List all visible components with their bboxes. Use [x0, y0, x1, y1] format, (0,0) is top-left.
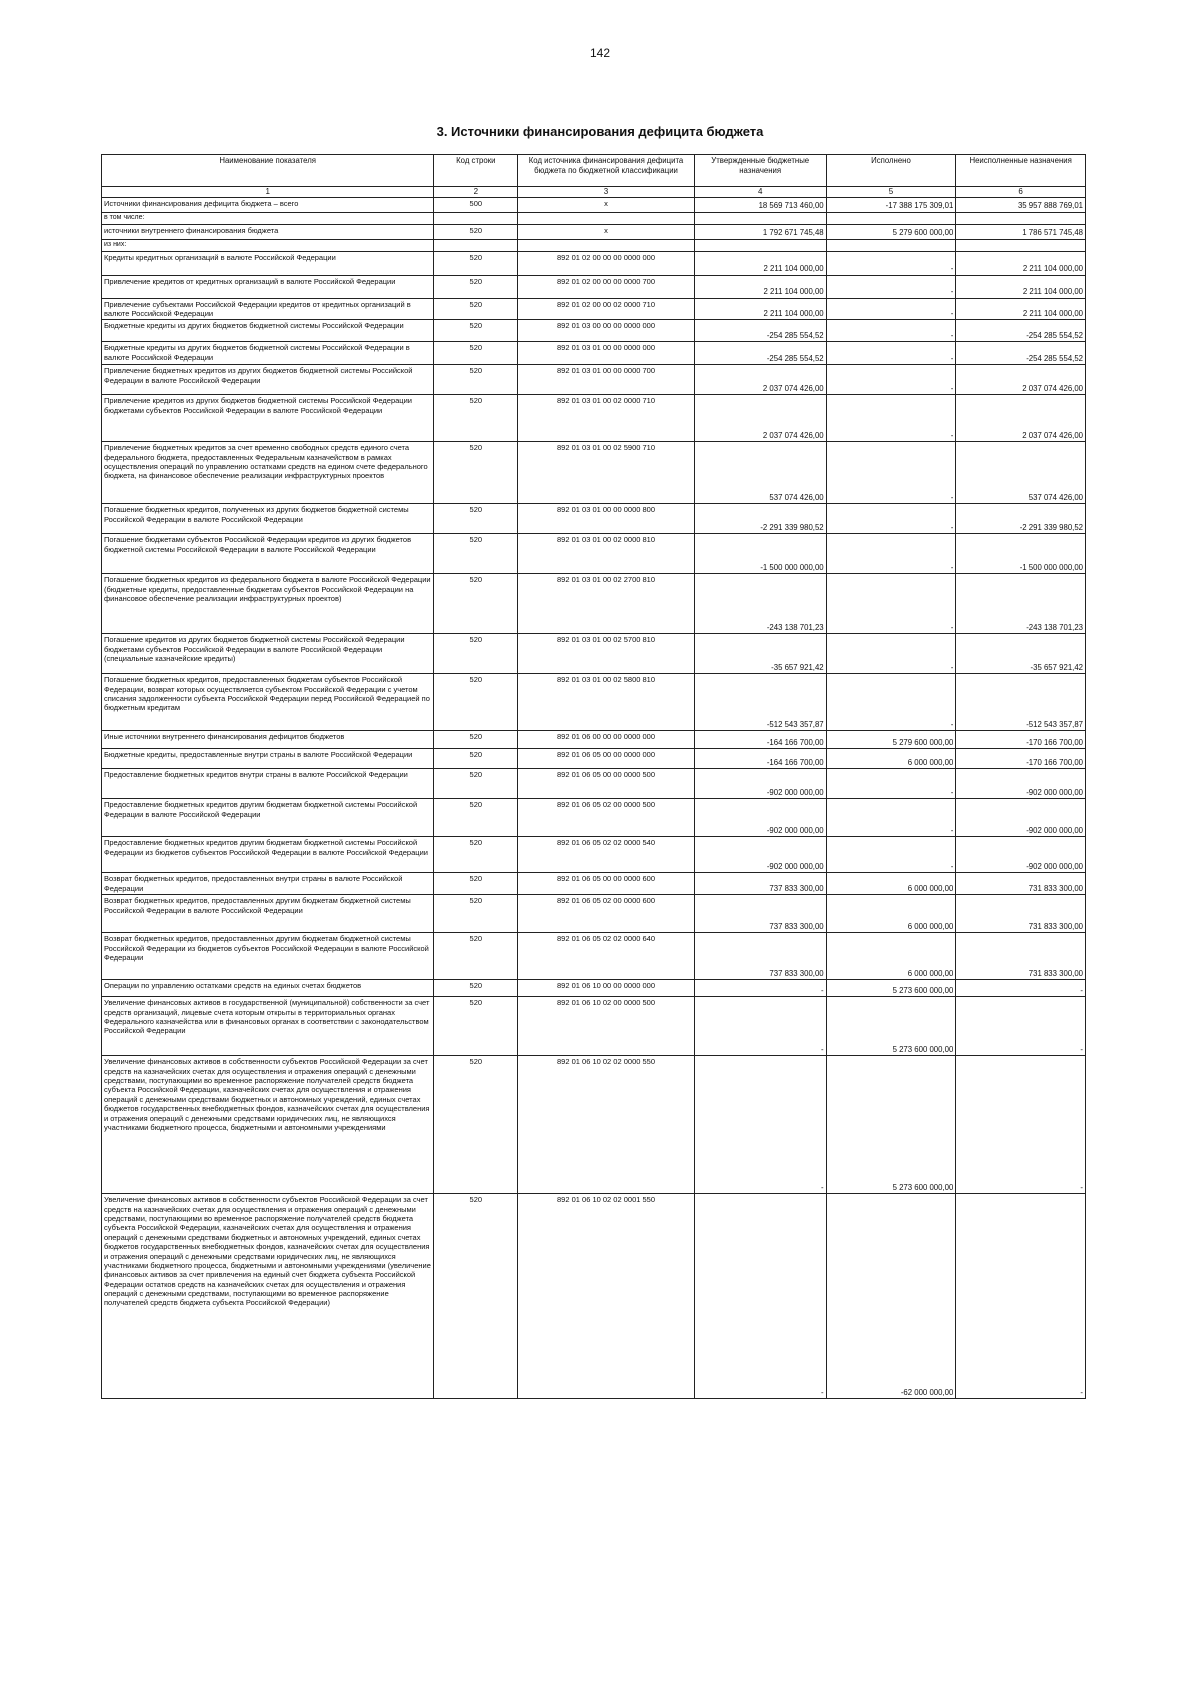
row-line-code: 520 — [434, 769, 518, 799]
table-row — [102, 1194, 1086, 1399]
row-source-code: 892 01 03 01 00 00 0000 000 — [518, 342, 695, 365]
row-name: Привлечение кредитов из других бюджетов бюджетной системы Российской Федерации бюджетами субъектов Российской Федерации в валюте Российской Федерации — [102, 395, 434, 442]
row-unexecuted: - — [956, 1194, 1086, 1399]
row-approved: 2 211 104 000,00 — [694, 275, 826, 298]
row-unexecuted: -254 285 554,52 — [956, 342, 1086, 365]
row-name: Погашение бюджетных кредитов из федерального бюджета в валюте Российской Федерации (бюджетные кредиты, предоставленные бюджетам субъектов Российской Федерации на финансовое обеспечение реализации инфраструктурных проектов) — [102, 574, 434, 634]
row-approved: 2 211 104 000,00 — [694, 298, 826, 320]
table-row — [102, 895, 1086, 933]
row-unexecuted: 2 211 104 000,00 — [956, 275, 1086, 298]
row-unexecuted: -1 500 000 000,00 — [956, 534, 1086, 574]
row-unexecuted: -902 000 000,00 — [956, 837, 1086, 873]
row-name: Предоставление бюджетных кредитов внутри страны в валюте Российской Федерации — [102, 769, 434, 799]
row-unexecuted: - — [956, 1056, 1086, 1194]
row-unexecuted: 731 833 300,00 — [956, 933, 1086, 980]
row-approved: - — [694, 980, 826, 997]
row-unexecuted: 2 037 074 426,00 — [956, 365, 1086, 395]
row-approved: -902 000 000,00 — [694, 769, 826, 799]
row-name: Погашение бюджетных кредитов, предоставленных бюджетам субъектов Российской Федерации, возврат которых осуществляется субъектом Российской Федерации с учетом списания задолженности субъекта Российской Федерации перед Российской Федерацией по бюджетным кредитам — [102, 674, 434, 731]
table-row — [102, 534, 1086, 574]
row-line-code: 500 — [434, 198, 518, 213]
row-source-code: 892 01 06 10 02 02 0001 550 — [518, 1194, 695, 1399]
row-unexecuted: 537 074 426,00 — [956, 442, 1086, 504]
header-row — [102, 155, 1086, 187]
row-unexecuted: -254 285 554,52 — [956, 320, 1086, 342]
row-line-code: 520 — [434, 634, 518, 674]
row-approved: 737 833 300,00 — [694, 933, 826, 980]
header-executed: Исполнено — [826, 155, 956, 187]
row-approved: 2 037 074 426,00 — [694, 395, 826, 442]
row-name: из них: — [102, 239, 434, 251]
row-executed: 6 000 000,00 — [826, 873, 956, 895]
row-name: Привлечение субъектами Российской Федерации кредитов от кредитных организаций в валюте Российской Федерации — [102, 298, 434, 320]
row-unexecuted: -35 657 921,42 — [956, 634, 1086, 674]
row-unexecuted — [956, 213, 1086, 225]
row-executed: - — [826, 837, 956, 873]
row-approved: 2 211 104 000,00 — [694, 251, 826, 275]
row-source-code: 892 01 06 05 00 00 0000 600 — [518, 873, 695, 895]
row-line-code: 520 — [434, 731, 518, 749]
row-line-code: 520 — [434, 799, 518, 837]
row-line-code: 520 — [434, 749, 518, 769]
row-name: Операции по управлению остатками средств на единых счетах бюджетов — [102, 980, 434, 997]
row-name: Увеличение финансовых активов в государственной (муниципальной) собственности за счет средств организаций, лицевые счета которым открыты в территориальных органах Федерального казначейства или в финансовых органах в соответствии с законодательством Российской Федерации — [102, 997, 434, 1056]
row-approved: 2 037 074 426,00 — [694, 365, 826, 395]
row-name: Иные источники внутреннего финансирования дефицитов бюджетов — [102, 731, 434, 749]
row-executed: - — [826, 574, 956, 634]
row-executed: - — [826, 504, 956, 534]
page-number: 142 — [589, 46, 611, 60]
table-row — [102, 634, 1086, 674]
row-unexecuted: 731 833 300,00 — [956, 895, 1086, 933]
page-title: 3. Источники финансирования дефицита бюджета — [436, 124, 764, 139]
column-number-row — [102, 187, 1086, 198]
row-line-code: 520 — [434, 395, 518, 442]
row-name: Возврат бюджетных кредитов, предоставленных внутри страны в валюте Российской Федерации — [102, 873, 434, 895]
header-line-code: Код строки — [434, 155, 518, 187]
table-row — [102, 980, 1086, 997]
row-name: Предоставление бюджетных кредитов другим бюджетам бюджетной системы Российской Федерации в валюте Российской Федерации — [102, 799, 434, 837]
row-source-code: 892 01 03 01 00 02 5900 710 — [518, 442, 695, 504]
row-source-code: 892 01 03 01 00 00 0000 700 — [518, 365, 695, 395]
table-row — [102, 933, 1086, 980]
row-line-code: 520 — [434, 442, 518, 504]
row-name: Кредиты кредитных организаций в валюте Российской Федерации — [102, 251, 434, 275]
column-number: 2 — [434, 187, 518, 198]
row-name: Бюджетные кредиты из других бюджетов бюджетной системы Российской Федерации — [102, 320, 434, 342]
row-line-code: 520 — [434, 997, 518, 1056]
row-executed: - — [826, 674, 956, 731]
row-executed: - — [826, 534, 956, 574]
row-executed: 6 000 000,00 — [826, 895, 956, 933]
row-unexecuted: -170 166 700,00 — [956, 731, 1086, 749]
row-approved: -2 291 339 980,52 — [694, 504, 826, 534]
row-source-code: 892 01 02 00 00 02 0000 710 — [518, 298, 695, 320]
row-line-code: 520 — [434, 1056, 518, 1194]
table-row — [102, 342, 1086, 365]
column-number: 1 — [102, 187, 434, 198]
table-row — [102, 504, 1086, 534]
table-row — [102, 198, 1086, 213]
row-name: Предоставление бюджетных кредитов другим бюджетам бюджетной системы Российской Федерации из бюджетов субъектов Российской Федерации в валюте Российской Федерации — [102, 837, 434, 873]
row-executed: - — [826, 799, 956, 837]
row-unexecuted: 2 211 104 000,00 — [956, 251, 1086, 275]
row-approved: -164 166 700,00 — [694, 749, 826, 769]
row-executed: 5 273 600 000,00 — [826, 997, 956, 1056]
row-approved — [694, 239, 826, 251]
row-approved: -243 138 701,23 — [694, 574, 826, 634]
row-approved: -164 166 700,00 — [694, 731, 826, 749]
row-unexecuted: -2 291 339 980,52 — [956, 504, 1086, 534]
row-name: Погашение бюджетных кредитов, полученных из других бюджетов бюджетной системы Российской Федерации в валюте Российской Федерации — [102, 504, 434, 534]
row-executed: - — [826, 342, 956, 365]
table-row — [102, 873, 1086, 895]
row-approved: 537 074 426,00 — [694, 442, 826, 504]
row-executed — [826, 213, 956, 225]
row-source-code: 892 01 03 01 00 02 0000 710 — [518, 395, 695, 442]
row-name: Возврат бюджетных кредитов, предоставленных другим бюджетам бюджетной системы Российской Федерации из бюджетов субъектов Российской Федерации в валюте Российской Федерации — [102, 933, 434, 980]
row-line-code: 520 — [434, 504, 518, 534]
row-line-code: 520 — [434, 873, 518, 895]
row-name: Возврат бюджетных кредитов, предоставленных другим бюджетам бюджетной системы Российской Федерации в валюте Российской Федерации — [102, 895, 434, 933]
table-row — [102, 275, 1086, 298]
row-executed: - — [826, 251, 956, 275]
row-name: Погашение кредитов из других бюджетов бюджетной системы Российской Федерации бюджетами субъектов Российской Федерации в валюте Российской Федерации (специальные казначейские кредиты) — [102, 634, 434, 674]
row-line-code: 520 — [434, 275, 518, 298]
row-approved: - — [694, 1056, 826, 1194]
row-name: Увеличение финансовых активов в собственности субъектов Российской Федерации за счет средств на казначейских счетах для осуществления и отражения операций с денежными средствами, поступающими во временное распоряжение получателей средств бюджета субъекта Российской Федерации, казначейских счетах для осуществления и отражения операций с денежными средствами бюджетных и автономных учреждений, единых счетах бюджетов государственных внебюджетных фондов, казначейских счетах для осуществления и отражения операций с денежными средствами юридических лиц, не являющихся участниками бюджетного процесса, бюджетными и автономными учреждениями — [102, 1056, 434, 1194]
table-row — [102, 769, 1086, 799]
row-approved: 1 792 671 745,48 — [694, 224, 826, 239]
table-row — [102, 298, 1086, 320]
row-executed: 5 279 600 000,00 — [826, 731, 956, 749]
row-source-code — [518, 239, 695, 251]
table-row — [102, 837, 1086, 873]
row-line-code: 520 — [434, 251, 518, 275]
row-executed: 5 279 600 000,00 — [826, 224, 956, 239]
row-approved: -902 000 000,00 — [694, 799, 826, 837]
row-source-code: x — [518, 224, 695, 239]
row-line-code: 520 — [434, 895, 518, 933]
row-executed: - — [826, 320, 956, 342]
table-row — [102, 442, 1086, 504]
row-executed: - — [826, 442, 956, 504]
row-executed: - — [826, 275, 956, 298]
row-unexecuted: -170 166 700,00 — [956, 749, 1086, 769]
column-number: 5 — [826, 187, 956, 198]
row-source-code: 892 01 06 05 02 02 0000 640 — [518, 933, 695, 980]
row-line-code: 520 — [434, 837, 518, 873]
row-name: Увеличение финансовых активов в собственности субъектов Российской Федерации за счет средств на казначейских счетах для осуществления и отражения операций с денежными средствами, поступающими во временное распоряжение получателей средств бюджета субъекта Российской Федерации, казначейских счетах для осуществления и отражения операций с денежными средствами бюджетных и автономных учреждений, единых счетах бюджетов государственных внебюджетных фондов, казначейских счетах для осуществления и отражения операций с денежными средствами юридических лиц, не являющихся участниками бюджетного процесса, бюджетными и автономными учреждениями (увеличение финансовых активов за счет привлечения на единый счет бюджета субъекта Российской Федерации остатков средств на казначейских счетах для осуществления и отражения операций с денежными средствами, поступающими во временное распоряжение получателей средств бюджета субъекта Российской Федерации) — [102, 1194, 434, 1399]
table-row — [102, 365, 1086, 395]
row-source-code: 892 01 06 10 02 00 0000 500 — [518, 997, 695, 1056]
column-number: 6 — [956, 187, 1086, 198]
row-unexecuted: -512 543 357,87 — [956, 674, 1086, 731]
row-name: Погашение бюджетами субъектов Российской Федерации кредитов из других бюджетов бюджетной системы Российской Федерации в валюте Российской Федерации — [102, 534, 434, 574]
row-line-code: 520 — [434, 365, 518, 395]
column-number: 3 — [518, 187, 695, 198]
table-row — [102, 997, 1086, 1056]
row-source-code: 892 01 03 01 00 02 5800 810 — [518, 674, 695, 731]
table-row — [102, 239, 1086, 251]
row-source-code: 892 01 02 00 00 00 0000 000 — [518, 251, 695, 275]
row-source-code: 892 01 06 05 02 00 0000 500 — [518, 799, 695, 837]
row-approved: -902 000 000,00 — [694, 837, 826, 873]
row-source-code: 892 01 03 00 00 00 0000 000 — [518, 320, 695, 342]
row-line-code: 520 — [434, 674, 518, 731]
table-row — [102, 320, 1086, 342]
row-source-code: 892 01 06 10 00 00 0000 000 — [518, 980, 695, 997]
row-executed: - — [826, 298, 956, 320]
row-approved — [694, 213, 826, 225]
header-unexecuted: Неисполненные назначения — [956, 155, 1086, 187]
row-unexecuted: 2 037 074 426,00 — [956, 395, 1086, 442]
row-source-code: 892 01 03 01 00 00 0000 800 — [518, 504, 695, 534]
row-approved: -512 543 357,87 — [694, 674, 826, 731]
table-row — [102, 749, 1086, 769]
row-line-code — [434, 213, 518, 225]
row-source-code: 892 01 03 01 00 02 5700 810 — [518, 634, 695, 674]
row-unexecuted — [956, 239, 1086, 251]
row-source-code: 892 01 06 05 02 02 0000 540 — [518, 837, 695, 873]
row-executed: 5 273 600 000,00 — [826, 1056, 956, 1194]
row-executed: - — [826, 395, 956, 442]
row-approved: -1 500 000 000,00 — [694, 534, 826, 574]
row-executed: -62 000 000,00 — [826, 1194, 956, 1399]
row-unexecuted: - — [956, 980, 1086, 997]
table-row — [102, 574, 1086, 634]
table-row — [102, 395, 1086, 442]
row-approved: -254 285 554,52 — [694, 342, 826, 365]
table-row — [102, 674, 1086, 731]
header-name: Наименование показателя — [102, 155, 434, 187]
row-unexecuted: 1 786 571 745,48 — [956, 224, 1086, 239]
row-name: Источники финансирования дефицита бюджета – всего — [102, 198, 434, 213]
row-line-code — [434, 239, 518, 251]
row-unexecuted: -902 000 000,00 — [956, 799, 1086, 837]
row-approved: 737 833 300,00 — [694, 873, 826, 895]
row-line-code: 520 — [434, 980, 518, 997]
row-source-code: 892 01 06 00 00 00 0000 000 — [518, 731, 695, 749]
row-line-code: 520 — [434, 298, 518, 320]
row-source-code: 892 01 02 00 00 00 0000 700 — [518, 275, 695, 298]
row-name: Привлечение бюджетных кредитов из других бюджетов бюджетной системы Российской Федерации в валюте Российской Федерации — [102, 365, 434, 395]
row-executed: - — [826, 634, 956, 674]
row-source-code — [518, 213, 695, 225]
table-row — [102, 731, 1086, 749]
header-source-code: Код источника финансирования дефицита бюджета по бюджетной классификации — [518, 155, 695, 187]
row-unexecuted: 2 211 104 000,00 — [956, 298, 1086, 320]
row-approved: 18 569 713 460,00 — [694, 198, 826, 213]
row-name: Бюджетные кредиты, предоставленные внутри страны в валюте Российской Федерации — [102, 749, 434, 769]
row-name: Бюджетные кредиты из других бюджетов бюджетной системы Российской Федерации в валюте Российской Федерации — [102, 342, 434, 365]
row-line-code: 520 — [434, 534, 518, 574]
row-source-code: 892 01 03 01 00 02 0000 810 — [518, 534, 695, 574]
row-name: Привлечение бюджетных кредитов за счет временно свободных средств единого счета федерального бюджета, предоставленных Федеральным казначейством в рамках осуществления операций по управлению остатками средств на едином счете федерального бюджета, на финансовое обеспечение реализации инфраструктурных проектов — [102, 442, 434, 504]
row-executed: -17 388 175 309,01 — [826, 198, 956, 213]
row-executed: 5 273 600 000,00 — [826, 980, 956, 997]
row-unexecuted: 731 833 300,00 — [956, 873, 1086, 895]
table-row — [102, 1056, 1086, 1194]
row-source-code: 892 01 06 05 00 00 0000 500 — [518, 769, 695, 799]
row-approved: - — [694, 997, 826, 1056]
table-row — [102, 251, 1086, 275]
table-row — [102, 799, 1086, 837]
row-line-code: 520 — [434, 224, 518, 239]
row-executed: 6 000 000,00 — [826, 933, 956, 980]
row-source-code: 892 01 06 05 00 00 0000 000 — [518, 749, 695, 769]
row-name: источники внутреннего финансирования бюджета — [102, 224, 434, 239]
row-source-code: 892 01 06 10 02 02 0000 550 — [518, 1056, 695, 1194]
row-approved: 737 833 300,00 — [694, 895, 826, 933]
table-row — [102, 224, 1086, 239]
row-name: Привлечение кредитов от кредитных организаций в валюте Российской Федерации — [102, 275, 434, 298]
row-approved: - — [694, 1194, 826, 1399]
row-source-code: 892 01 06 05 02 00 0000 600 — [518, 895, 695, 933]
column-number: 4 — [694, 187, 826, 198]
row-approved: -254 285 554,52 — [694, 320, 826, 342]
row-unexecuted: 35 957 888 769,01 — [956, 198, 1086, 213]
row-executed: 6 000 000,00 — [826, 749, 956, 769]
row-line-code: 520 — [434, 1194, 518, 1399]
row-line-code: 520 — [434, 574, 518, 634]
row-approved: -35 657 921,42 — [694, 634, 826, 674]
header-approved: Утвержденные бюджетные назначения — [694, 155, 826, 187]
row-executed: - — [826, 365, 956, 395]
row-unexecuted: -243 138 701,23 — [956, 574, 1086, 634]
row-executed — [826, 239, 956, 251]
row-source-code: x — [518, 198, 695, 213]
row-line-code: 520 — [434, 933, 518, 980]
row-unexecuted: - — [956, 997, 1086, 1056]
row-line-code: 520 — [434, 320, 518, 342]
table-row — [102, 213, 1086, 225]
financing-sources-table — [101, 154, 1086, 1399]
row-unexecuted: -902 000 000,00 — [956, 769, 1086, 799]
row-line-code: 520 — [434, 342, 518, 365]
row-executed: - — [826, 769, 956, 799]
row-source-code: 892 01 03 01 00 02 2700 810 — [518, 574, 695, 634]
row-name: в том числе: — [102, 213, 434, 225]
